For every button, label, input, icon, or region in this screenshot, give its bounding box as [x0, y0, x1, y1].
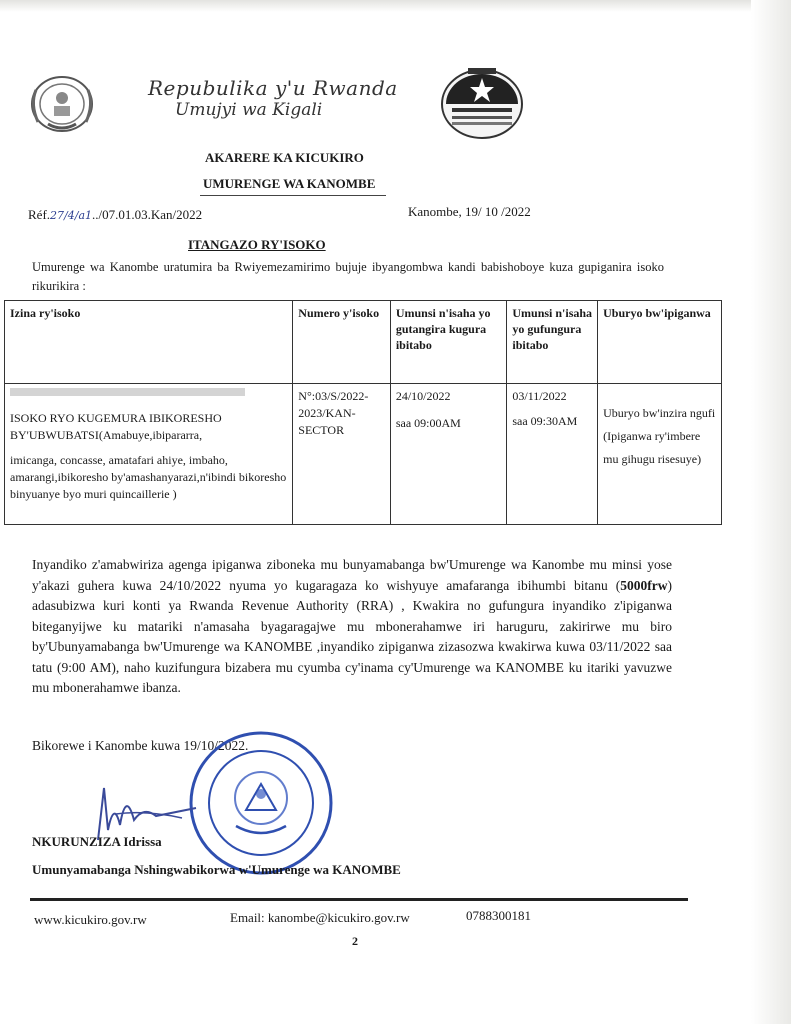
cell-start-date	[390, 384, 507, 525]
cell-open-date	[507, 384, 598, 525]
signer-name: NKURUNZIZA Idrissa	[32, 834, 162, 849]
start-time: saa 09:00AM	[395, 416, 461, 430]
open-date: 03/11/2022	[512, 389, 567, 403]
open-time: saa 09:30AM	[512, 414, 578, 428]
done-at: Bikorewe i Kanombe kuwa 19/10/2022.	[32, 738, 249, 753]
sector-name: UMURENGE WA KANOMBE	[203, 176, 376, 191]
page-number: 2	[352, 934, 358, 948]
scan-edge-shadow	[751, 0, 791, 1024]
redacted-text	[10, 388, 245, 396]
footer-divider	[30, 898, 688, 901]
tender-table	[4, 300, 722, 525]
scan-top-shadow	[0, 0, 791, 12]
reference-suffix: ../07.01.03.Kan/2022	[92, 207, 203, 222]
cell-tender-name	[5, 384, 293, 525]
body-part2: ) adasubizwa kuri konti ya Rwanda Revenue Authority (RRA) , Kwakira no gufungura inyandiko z'ipiganwa biteganyijwe ku matariki n'amasaha byagaragajwe mu mbonerahamwe iri haruguru, zakirirwe mu biro by'Ubunyamabanga bw'Umurenge wa KANOMBE ,inyandiko zipiganwa zizasozwa kwakirwa kuwa 03/11/2022 saa tatu (9:00 AM), naho kuzifungura bizabera mu cyumba cy'inama cy'Umurenge wa KANOMBE ku itariki yavuzwe mu mbonerahamwe ibanza.	[32, 577, 672, 695]
header-tender-name: Izina ry'isoko	[5, 301, 293, 384]
header-open-date: Umunsi n'isaha yo gufungura ibitabo	[507, 301, 598, 384]
cell-method	[598, 384, 722, 525]
header-start-date: Umunsi n'isaha yo gutangira kugura ibitabo	[390, 301, 507, 384]
header-method: Uburyo bw'ipiganwa	[598, 301, 722, 384]
body-paragraph	[32, 555, 672, 699]
start-date: 24/10/2022	[395, 389, 451, 403]
footer-website[interactable]: www.kicukiro.gov.rw	[34, 912, 147, 927]
signer-role: Umunyamabanga Nshingwabikorwa w'Umurenge wa KANOMBE	[32, 862, 401, 877]
table-row	[5, 384, 722, 525]
republic-title: Repubulika y'u Rwanda	[148, 76, 398, 100]
district-name: AKARERE KA KICUKIRO	[205, 150, 364, 165]
reference-handwritten: 27/4/a1	[50, 209, 92, 222]
kigali-city-emblem-icon	[438, 64, 526, 142]
header-tender-number: Numero y'isoko	[293, 301, 391, 384]
header-divider	[200, 195, 386, 196]
footer-phone: 0788300181	[466, 908, 531, 923]
body-part1: Inyandiko z'amabwiriza agenga ipiganwa ziboneka mu bunyamabanga bw'Umurenge wa Kanombe mu minsi yose y'akazi guhera kuwa 24/10/2022 nyuma yo kugaragaza ko wishyuye amafaranga ibihumbi bitanu (	[32, 557, 672, 593]
fee-amount: 5000frw	[620, 577, 668, 593]
notice-title: ITANGAZO RY'ISOKO	[188, 237, 326, 252]
tender-name-line1: ISOKO RYO KUGEMURA IBIKORESHO BY'UBWUBATSI(Amabuye,ibipararra,	[10, 411, 222, 442]
document-date: Kanombe, 19/ 10 /2022	[408, 204, 531, 219]
reference-prefix: Réf.	[28, 207, 51, 222]
reference-number	[28, 207, 202, 223]
official-stamp-icon	[186, 728, 336, 878]
cell-tender-number: N°:03/S/2022-2023/KAN-SECTOR	[293, 384, 391, 525]
notice-intro: Umurenge wa Kanombe uratumira ba Rwiyemezamirimo bujuje ibyangombwa kandi babishoboye kuza gupiganira isoko rikurikira :	[32, 260, 664, 293]
method-text: Uburyo bw'inzira ngufi (Ipiganwa ry'imbere mu gihugu risesuye)	[603, 406, 716, 466]
rwanda-coat-of-arms-icon	[22, 72, 102, 134]
table-header-row	[5, 301, 722, 384]
city-title: Umujyi wa Kigali	[175, 100, 323, 120]
tender-name-line2: imicanga, concasse, amatafari ahiye, imbaho, amarangi,ibikoresho by'amashanyarazi,n'ibindi bikoresho binyuanye byo muri quincaillerie )	[10, 453, 287, 501]
footer-email[interactable]: Email: kanombe@kicukiro.gov.rw	[230, 910, 410, 925]
